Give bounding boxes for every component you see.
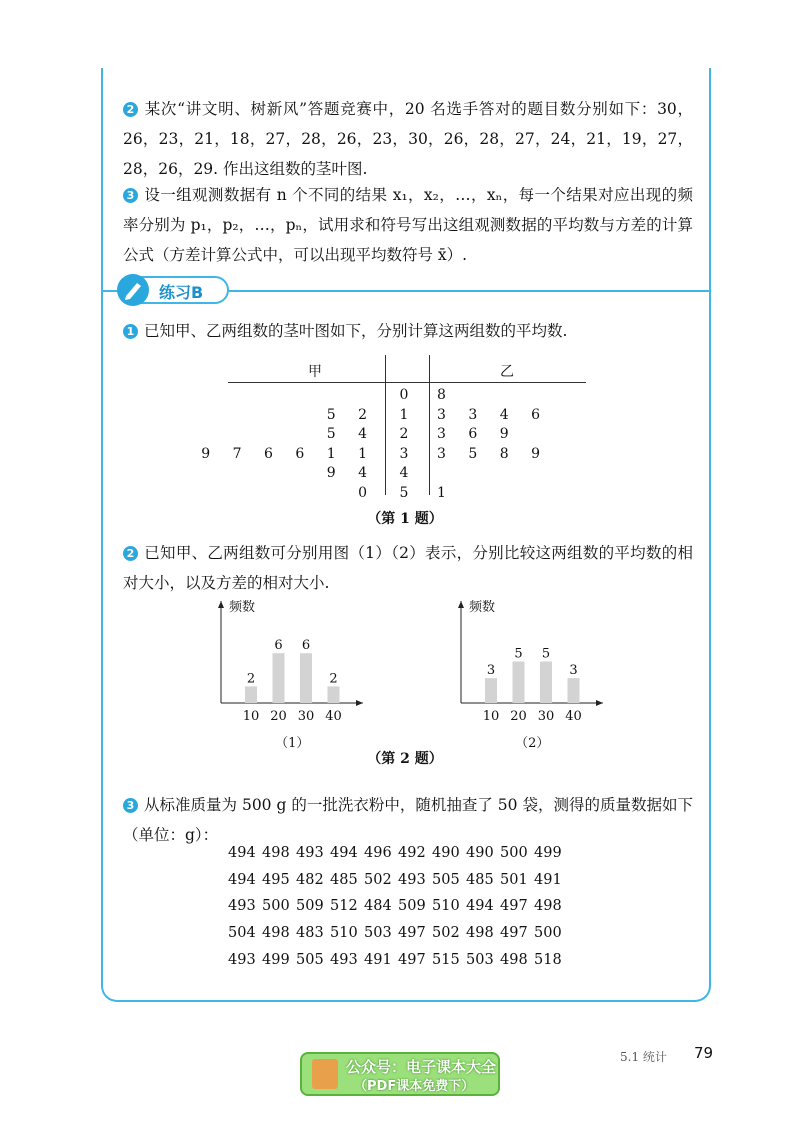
bar-data-label: 2 — [246, 671, 256, 687]
bar-chart-2 — [445, 595, 605, 754]
data-cell: 497 — [500, 898, 528, 915]
data-cell: 497 — [398, 951, 426, 968]
data-cell: 490 — [466, 845, 494, 861]
stem-row — [228, 387, 586, 407]
leaves-jia: 9 4 — [326, 465, 376, 481]
data-cell: 503 — [466, 951, 494, 968]
bar-chart-1 — [205, 595, 365, 754]
data-cell: 485 — [330, 871, 358, 888]
data-row — [228, 952, 568, 979]
data-cell: 498 — [500, 951, 528, 968]
section-b-badge — [119, 276, 229, 304]
x-tick-label: 10 — [482, 709, 500, 724]
bar-data-label: 3 — [569, 663, 578, 679]
data-cell: 510 — [432, 898, 460, 915]
data-cell: 491 — [534, 871, 562, 888]
data-cell: 490 — [432, 845, 460, 861]
data-cell: 497 — [500, 925, 528, 942]
pencil-icon — [117, 274, 149, 306]
x-tick-label: 40 — [565, 709, 582, 724]
bar — [485, 678, 497, 703]
data-cell: 500 — [500, 845, 528, 861]
exercise-b1 — [123, 316, 693, 346]
section-label: 5.1 统计 — [620, 1050, 667, 1064]
chart-sub-label: （1） — [275, 736, 310, 750]
data-cell: 518 — [534, 951, 562, 968]
x-tick-label: 20 — [270, 709, 287, 724]
x-axis-arrow — [596, 700, 603, 706]
bar — [245, 686, 257, 703]
data-cell: 494 — [466, 898, 494, 915]
leaves-jia: 5 2 — [326, 406, 376, 423]
bar — [273, 653, 285, 703]
bar-data-label: 5 — [541, 646, 551, 662]
exercise-text: 某次“讲文明、树新风”答题竞赛中，20 名选手答对的题目数分别如下：30，26，23，21，18，27，28，26，23，30，26，28，27，24，21，19，27，28，26，29. 作出这组数的茎叶图. — [123, 100, 693, 178]
exercise-text: 从标准质量为 500 g 的一批洗衣粉中，随机抽查了 50 袋，测得的质量数据如下（单位：g）： — [123, 796, 693, 844]
data-cell: 494 — [330, 845, 358, 861]
data-cell: 491 — [364, 951, 392, 968]
data-cell: 493 — [330, 951, 358, 968]
x-tick-label: 10 — [242, 709, 260, 724]
data-cell: 497 — [398, 925, 426, 942]
watermark-line1: 公众号：电子课本大全 — [346, 1058, 497, 1076]
leaves-yi: 3 3 4 6 — [437, 406, 549, 423]
group-yi-header: 乙 — [500, 364, 514, 380]
leaves-yi: 3 6 9 — [437, 426, 518, 442]
bar-data-label: 6 — [274, 638, 283, 654]
stem-value: 1 — [399, 406, 409, 423]
data-cell: 493 — [296, 845, 324, 861]
data-cell: 502 — [364, 871, 392, 888]
leaves-yi: 3 5 8 9 — [437, 445, 549, 462]
y-axis-label: 频数 — [469, 600, 496, 615]
data-cell: 503 — [364, 925, 392, 942]
data-row — [228, 925, 568, 952]
exercise-a2 — [123, 94, 693, 184]
stem-row — [228, 465, 586, 485]
bar — [328, 686, 340, 703]
exercise-number-badge: 3 — [123, 188, 138, 203]
exercise-b3 — [123, 790, 693, 850]
stem-value: 2 — [399, 426, 409, 442]
x-tick-label: 20 — [510, 709, 527, 724]
x-tick-label: 30 — [297, 709, 315, 724]
bar — [540, 662, 552, 704]
page-number: 79 — [694, 1044, 714, 1062]
data-cell: 492 — [398, 845, 426, 861]
exercise-number-badge: 1 — [123, 324, 138, 339]
data-cell: 509 — [296, 898, 324, 915]
leaves-yi: 1 — [437, 484, 455, 501]
data-row — [228, 898, 568, 925]
bar — [568, 678, 580, 703]
data-cell: 498 — [466, 925, 494, 942]
data-cell: 485 — [466, 871, 494, 888]
leaves-jia: 5 4 — [326, 426, 376, 442]
data-cell: 515 — [432, 951, 460, 968]
bar-chart-svg — [445, 595, 605, 750]
bar — [300, 653, 312, 703]
data-cell: 500 — [534, 925, 562, 942]
stem-value: 3 — [399, 445, 409, 462]
data-cell: 499 — [534, 845, 562, 861]
x-tick-label: 40 — [325, 709, 342, 724]
stem-value: 5 — [399, 484, 409, 501]
stem-leaf-plot — [201, 355, 586, 501]
group-jia-header: 甲 — [308, 364, 322, 380]
exercise-text: 设一组观测数据有 n 个不同的结果 x₁，x₂，…，xₙ，每一个结果对应出现的频率分别为 p₁，p₂，…，pₙ，试用求和符号写出这组观测数据的平均数与方差的计算公式（方差计算公式中，可以出现平均数符号 x̄）. — [123, 186, 693, 264]
data-cell: 500 — [262, 898, 290, 915]
watermark-banner — [300, 1052, 500, 1096]
data-cell: 498 — [262, 925, 290, 942]
section-title: 练习B — [159, 283, 204, 302]
stem-row — [228, 426, 586, 446]
stem-row — [201, 445, 586, 466]
exercise-text: 已知甲、乙两组数的茎叶图如下，分别计算这两组数的平均数. — [144, 322, 568, 340]
bar-data-label: 3 — [486, 663, 496, 679]
data-cell: 505 — [296, 951, 324, 968]
data-cell: 499 — [262, 951, 290, 968]
leaves-jia: 9 7 6 6 1 1 — [201, 445, 376, 462]
data-cell: 494 — [228, 845, 256, 861]
stem-value: 0 — [399, 387, 409, 403]
y-axis-arrow — [458, 601, 464, 608]
figure-caption-2: （第 2 题） — [367, 751, 443, 767]
data-cell: 498 — [534, 898, 562, 915]
data-cell: 493 — [228, 951, 256, 968]
y-axis-label: 频数 — [229, 600, 256, 615]
data-row — [228, 845, 568, 872]
data-cell: 501 — [500, 871, 528, 888]
data-cell: 493 — [228, 898, 256, 915]
x-tick-label: 30 — [537, 709, 555, 724]
bar-data-label: 2 — [329, 671, 338, 687]
chart-sub-label: （2） — [515, 736, 550, 750]
x-axis-arrow — [356, 700, 363, 706]
exercise-text: 已知甲、乙两组数可分别用图（1）（2）表示，分别比较这两组数的平均数的相对大小，以及方差的相对大小. — [123, 544, 693, 592]
stem-value: 4 — [399, 465, 409, 481]
data-cell: 502 — [432, 925, 460, 942]
bar-data-label: 5 — [514, 646, 523, 662]
book-icon — [312, 1059, 338, 1089]
exercise-a3 — [123, 180, 693, 270]
data-cell: 509 — [398, 898, 426, 915]
exercise-number-badge: 2 — [123, 546, 138, 561]
exercise-number-badge: 3 — [123, 798, 138, 813]
data-cell: 483 — [296, 925, 324, 942]
stem-row — [228, 485, 586, 505]
bar — [513, 662, 525, 704]
data-cell: 495 — [262, 871, 290, 888]
data-cell: 498 — [262, 845, 290, 861]
data-cell: 482 — [296, 871, 324, 888]
data-cell: 505 — [432, 871, 460, 888]
bar-data-label: 6 — [301, 638, 311, 654]
data-cell: 496 — [364, 845, 392, 861]
y-axis-arrow — [218, 601, 224, 608]
exercise-b2 — [123, 538, 693, 598]
data-cell: 494 — [228, 871, 256, 888]
leaves-jia: 0 — [358, 484, 376, 501]
stem-row — [228, 407, 586, 427]
figure-caption-1: （第 1 题） — [367, 511, 443, 527]
header-rule — [228, 382, 586, 383]
data-cell: 512 — [330, 898, 358, 915]
mass-data-table — [228, 845, 568, 978]
bar-chart-svg — [205, 595, 365, 750]
watermark-line2: （PDF课本免费下） — [354, 1079, 475, 1094]
exercise-number-badge: 2 — [123, 102, 138, 117]
data-cell: 510 — [330, 925, 358, 942]
data-cell: 484 — [364, 898, 392, 915]
leaves-yi: 8 — [437, 387, 455, 403]
data-cell: 504 — [228, 925, 256, 942]
data-cell: 493 — [398, 871, 426, 888]
data-row — [228, 872, 568, 899]
